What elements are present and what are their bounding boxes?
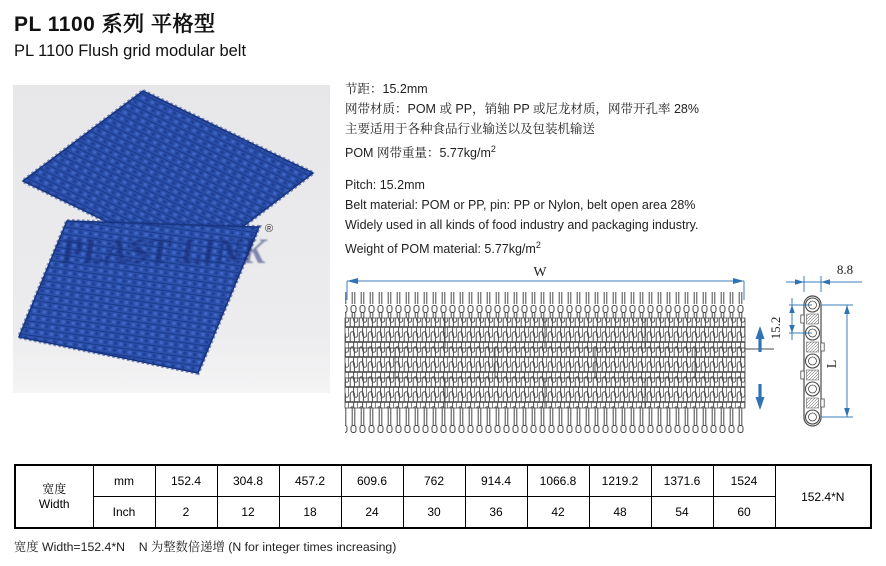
mesh-bands [345,318,745,408]
width-mm: 152.4 [155,465,217,497]
width-mm: 1371.6 [651,465,713,497]
spec-pitch-zh: 节距：15.2mm [345,82,428,96]
w-arrow-left [347,278,358,284]
row-header-zh: 宽度 [42,481,67,496]
width-label: W [533,265,547,280]
spec-weight-en-text: Weight of POM material: 5.77kg/m [345,242,536,257]
width-mm: 1219.2 [589,465,651,497]
bottom-edge-prongs [345,408,745,434]
width-inch: 48 [589,497,651,529]
spec-weight-zh [345,139,875,163]
width-inch: 24 [341,497,403,529]
width-mm: 304.8 [217,465,279,497]
belt-photo-graphic [13,85,330,393]
width-formula-note: 宽度 Width=152.4*N N 为整数倍递增 (N for integer times increasing) [14,540,397,554]
width-mm: 914.4 [465,465,527,497]
side-view-drawing [768,262,862,426]
width-inch: 54 [651,497,713,529]
spec-weight-zh-text: POM 网带重量：5.77kg/m [345,146,491,161]
top-edge-prongs [345,292,745,318]
width-inch: 12 [217,497,279,529]
width-inch: 18 [279,497,341,529]
width-inch: 60 [713,497,775,529]
page-subtitle: PL 1100 Flush grid modular belt [14,42,247,60]
specs-chinese [345,79,875,163]
spec-weight-en-sup: 2 [535,240,541,250]
row-header-width [15,465,93,528]
unit-cell-mm: mm [93,465,155,497]
width-table [14,464,872,529]
width-mm: 457.2 [279,465,341,497]
spec-material-en: Belt material: POM or PP, pin: PP or Nylon, belt open area 28% [345,198,696,212]
registered-trademark-symbol: ® [265,223,274,235]
table-row-inch [15,497,871,529]
table-row-mm [15,465,871,497]
specs-english [345,175,875,259]
drawing-graphic [340,252,886,462]
width-mm: 1066.8 [527,465,589,497]
width-inch: 36 [465,497,527,529]
unit-cell-inch: Inch [93,497,155,529]
product-photo [13,85,330,393]
thickness-label: 8.8 [836,262,854,277]
spec-pitch-en: Pitch: 15.2mm [345,178,425,192]
technical-drawing [340,252,886,462]
width-inch: 30 [403,497,465,529]
width-inch: 42 [527,497,589,529]
width-inch: 2 [155,497,217,529]
width-mm: 762 [403,465,465,497]
row-header-en: Width [38,496,70,511]
formula-cell: 152.4*N [775,465,871,528]
width-mm: 1524 [713,465,775,497]
spec-weight-zh-sup: 2 [490,144,496,154]
width-mm: 609.6 [341,465,403,497]
length-label: L [825,359,840,369]
page-title: PL 1100 系列 平格型 [14,13,216,36]
spec-material-zh: 网带材质：POM 或 PP，销轴 PP 或尼龙材质，网带开孔率 28% [345,102,699,116]
brand-watermark: PLAST LINK [59,231,269,271]
top-view-drawing [345,265,774,434]
w-arrow-right [733,278,744,284]
pitch-label: 15.2 [768,316,783,340]
spec-usage-en: Widely used in all kinds of food industry and packaging industry. [345,218,699,232]
spec-usage-zh: 主要适用于各种食品行业输送以及包装机输送 [345,122,596,136]
